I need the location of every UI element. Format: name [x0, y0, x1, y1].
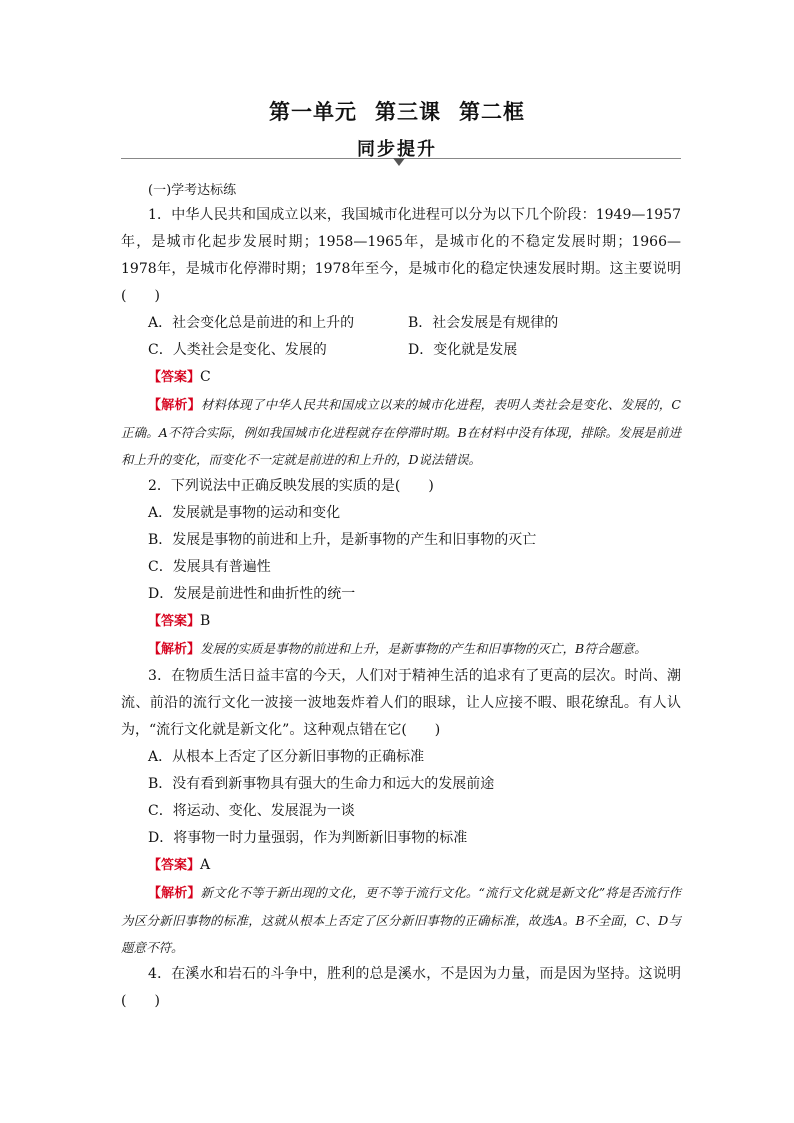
content: [121, 180, 681, 1015]
question-2-option-b: B．发展是事物的前进和上升，是新事物的产生和旧事物的灭亡: [148, 532, 537, 548]
explanation-tag: 【解析】: [148, 886, 201, 901]
answer-value: C: [200, 369, 211, 385]
question-2-answer: [121, 608, 681, 635]
explanation-text: 材料体现了中华人民共和国成立以来的城市化进程，表明人类社会是变化、发展的，C正确。A不符合实际，例如我国城市化进程就存在停滞时期。B在材料中没有体现，排除。发展是前进和上升的变化，而变化不一定就是前进的和上升的，D说法错误。: [121, 397, 681, 467]
explanation-text: 发展的实质是事物的前进和上升，是新事物的产生和旧事物的灭亡，B符合题意。: [200, 641, 647, 656]
question-2-option-d: D．发展是前进性和曲折性的统一: [148, 586, 356, 602]
question-3-option-b: B．没有看到新事物具有强大的生命力和远大的发展前途: [148, 776, 495, 792]
explanation-tag: 【解析】: [148, 398, 201, 413]
answer-tag: 【答案】: [148, 614, 201, 629]
question-3-stem: 3．在物质生活日益丰富的今天，人们对于精神生活的追求有了更高的层次。时尚、潮流、前沿的流行文化一波接一波地轰炸着人们的眼球，让人应接不暇、眼花缭乱。有人认为，“流行文化就是新文化”。这种观点错在它( ): [121, 668, 681, 738]
page-title: [0, 96, 794, 126]
section-label: (一)学考达标练: [148, 183, 237, 198]
title-unit: 第一单元: [269, 100, 357, 124]
triangle-marker-icon: [393, 158, 405, 166]
question-3-option-c: C．将运动、变化、发展混为一谈: [148, 803, 355, 819]
answer-value: B: [200, 613, 211, 629]
question-3-option-a: A．从根本上否定了区分新旧事物的正确标准: [148, 749, 425, 765]
question-1-options-row-1: [121, 310, 681, 337]
explanation-text: 新文化不等于新出现的文化，更不等于流行文化。“流行文化就是新文化”将是否流行作为区分新旧事物的标准，这就从根本上否定了区分新旧事物的正确标准，故选A。B不全面，C、D与题意不符。: [121, 885, 681, 955]
question-1-option-a: A．社会变化总是前进的和上升的: [148, 315, 355, 331]
page-subtitle: 同步提升: [357, 139, 437, 160]
question-3-option-d: D．将事物一时力量强弱，作为判断新旧事物的标准: [148, 830, 468, 846]
question-2-explanation: [121, 635, 681, 663]
question-4-stem: 4．在溪水和岩石的斗争中，胜利的总是溪水，不是因为力量，而是因为坚持。这说明( ): [121, 966, 681, 1009]
question-1-option-b: B．社会发展是有规律的: [408, 315, 559, 331]
question-2-option-c: C．发展具有普遍性: [148, 559, 271, 575]
explanation-tag: 【解析】: [148, 642, 201, 657]
answer-value: A: [200, 857, 211, 873]
answer-tag: 【答案】: [148, 858, 201, 873]
title-frame: 第二框: [459, 100, 525, 124]
question-2-stem: 2．下列说法中正确反映发展的实质的是( ): [148, 478, 434, 494]
question-1-option-c: C．人类社会是变化、发展的: [148, 342, 327, 358]
question-1-option-d: D．变化就是发展: [408, 342, 518, 358]
question-2-option-a: A．发展就是事物的运动和变化: [148, 505, 341, 521]
question-1-explanation: [121, 391, 681, 473]
question-3-answer: [121, 852, 681, 879]
question-1-options-row-2: [121, 337, 681, 364]
question-1-answer: [121, 364, 681, 391]
question-3-explanation: [121, 879, 681, 961]
title-lesson: 第三课: [375, 100, 441, 124]
answer-tag: 【答案】: [148, 370, 201, 385]
question-1-stem: 1．中华人民共和国成立以来，我国城市化进程可以分为以下几个阶段：1949—1957年，是城市化起步发展时期；1958—1965年，是城市化的不稳定发展时期；1966—1978年，是城市化停滞时期；1978年至今，是城市化的稳定快速发展时期。这主要说明( ): [121, 207, 681, 304]
